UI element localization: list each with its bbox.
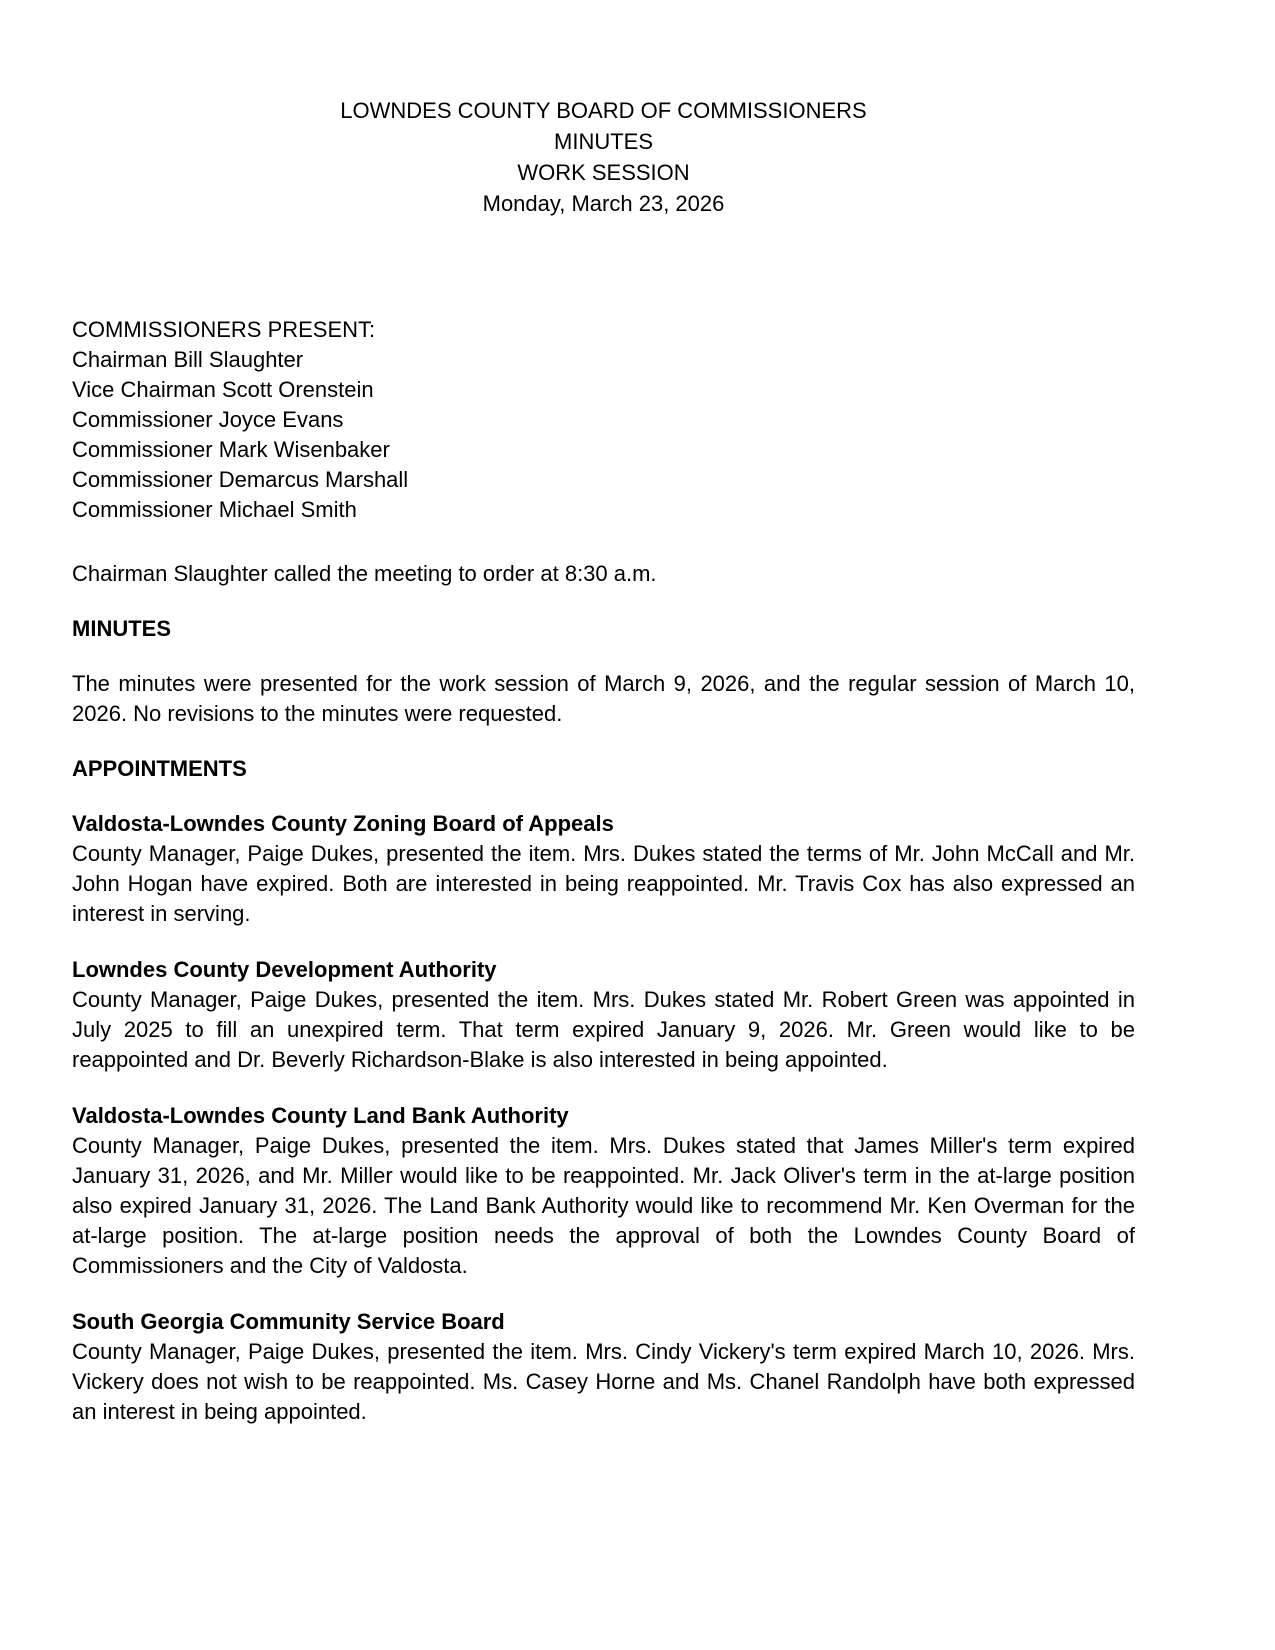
- call-to-order-statement: Chairman Slaughter called the meeting to order at 8:30 a.m.: [72, 561, 657, 586]
- header-line-doc-type: MINUTES: [554, 129, 653, 154]
- appointment-body: County Manager, Paige Dukes, presented the item. Mrs. Dukes stated that James Miller's term expired January 31, 2026, and Mr. Miller would like to be reappointed. Mr. Jack Oliver's term in the at-large position also expired January 31, 2026. The Land Bank Authority would like to recommend Mr. Ken Overman for the at-large position. The at-large position needs the approval of both the Lowndes County Board of Commissioners and the City of Valdosta.: [72, 1133, 1135, 1278]
- appointments-heading: APPOINTMENTS: [72, 756, 247, 781]
- appointments-section: [72, 754, 1135, 1427]
- appointment-body: County Manager, Paige Dukes, presented the item. Mrs. Cindy Vickery's term expired March 10, 2026. Mrs. Vickery does not wish to be reappointed. Ms. Casey Horne and Ms. Chanel Randolph have both expressed an interest in being appointed.: [72, 1339, 1135, 1424]
- minutes-paragraph: The minutes were presented for the work session of March 9, 2026, and the regular session of March 10, 2026. No revisions to the minutes were requested.: [72, 671, 1135, 726]
- appointment-title: Valdosta-Lowndes County Land Bank Authority: [72, 1103, 569, 1128]
- appointment-title: South Georgia Community Service Board: [72, 1309, 505, 1334]
- commissioners-present-section: [72, 315, 1135, 525]
- appointment-title: Lowndes County Development Authority: [72, 957, 497, 982]
- attendee-commissioner-marshall: Commissioner Demarcus Marshall: [72, 467, 409, 492]
- header-line-session-type: WORK SESSION: [517, 160, 690, 185]
- attendee-commissioner-smith: Commissioner Michael Smith: [72, 497, 357, 522]
- attendee-commissioner-wisenbaker: Commissioner Mark Wisenbaker: [72, 437, 390, 462]
- appointment-item-zoning-board: [72, 809, 1135, 929]
- appointment-item-land-bank-authority: [72, 1101, 1135, 1281]
- header-line-organization: LOWNDES COUNTY BOARD OF COMMISSIONERS: [340, 98, 867, 123]
- attendee-vice-chairman: Vice Chairman Scott Orenstein: [72, 377, 374, 402]
- document-header: [72, 95, 1135, 219]
- appointment-title: Valdosta-Lowndes County Zoning Board of Appeals: [72, 811, 614, 836]
- commissioners-present-label: COMMISSIONERS PRESENT:: [72, 317, 376, 342]
- minutes-section: [72, 614, 1135, 729]
- attendee-commissioner-evans: Commissioner Joyce Evans: [72, 407, 344, 432]
- minutes-heading: MINUTES: [72, 616, 171, 641]
- appointment-item-development-authority: [72, 955, 1135, 1075]
- header-line-date: Monday, March 23, 2026: [482, 191, 725, 216]
- appointment-item-community-service-board: [72, 1307, 1135, 1427]
- appointment-body: County Manager, Paige Dukes, presented the item. Mrs. Dukes stated the terms of Mr. John McCall and Mr. John Hogan have expired. Both are interested in being reappointed. Mr. Travis Cox has also expressed an interest in serving.: [72, 841, 1135, 926]
- attendee-chairman: Chairman Bill Slaughter: [72, 347, 304, 372]
- appointment-body: County Manager, Paige Dukes, presented the item. Mrs. Dukes stated Mr. Robert Green was appointed in July 2025 to fill an unexpired term. That term expired January 9, 2026. Mr. Green would like to be reappointed and Dr. Beverly Richardson-Blake is also interested in being appointed.: [72, 987, 1135, 1072]
